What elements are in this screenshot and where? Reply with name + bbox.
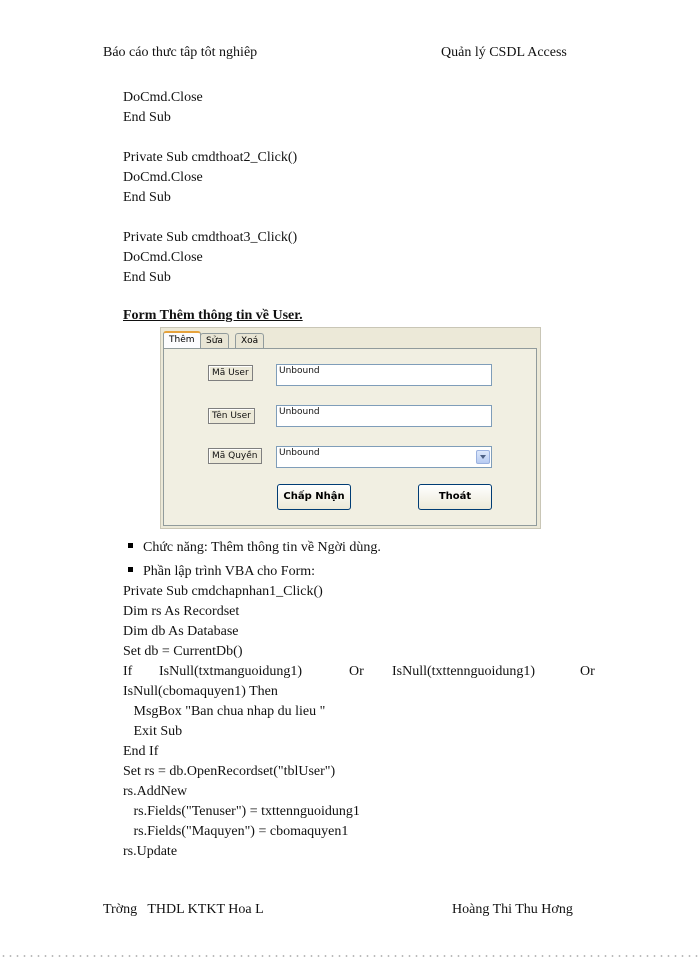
- code-if-part: IsNull(txtmanguoidung1): [159, 664, 303, 679]
- header-left: Báo cáo thưc tâp tôt nghiêp: [103, 45, 258, 60]
- code-line: rs.AddNew: [123, 784, 188, 799]
- code-if-keyword: If: [123, 664, 133, 679]
- bullet-square-icon: [128, 543, 133, 548]
- code-line: Dim rs As Recordset: [123, 604, 240, 619]
- code-line: End Sub: [123, 270, 171, 285]
- code-line: rs.Fields("Tenuser") = txttennguoidung1: [123, 804, 360, 819]
- code-line: DoCmd.Close: [123, 170, 203, 185]
- tab-panel: [163, 348, 537, 526]
- ma-quyen-combo-value: Unbound: [279, 448, 320, 458]
- thoat-button[interactable]: Thoát: [418, 484, 492, 510]
- tab-them[interactable]: Thêm: [163, 331, 201, 351]
- code-line: End If: [123, 744, 159, 759]
- section-heading: Form Thêm thông tin về User.: [123, 308, 303, 323]
- code-line: MsgBox "Ban chua nhap du lieu ": [123, 704, 326, 719]
- page-divider: [0, 955, 700, 957]
- bullet-item: [128, 564, 315, 580]
- code-if-or: Or: [349, 664, 364, 679]
- code-line: Private Sub cmdthoat2_Click(): [123, 150, 298, 165]
- code-line: rs.Update: [123, 844, 178, 859]
- code-line: Set rs = db.OpenRecordset("tblUser"): [123, 764, 336, 779]
- bullet-text: Chức năng: Thêm thông tin về Ngời dùng.: [143, 540, 381, 555]
- code-line: rs.Fields("Maquyen") = cbomaquyen1: [123, 824, 349, 839]
- code-line: DoCmd.Close: [123, 90, 203, 105]
- ten-user-label: Tên User: [208, 408, 255, 424]
- code-line: DoCmd.Close: [123, 250, 203, 265]
- code-if-part: IsNull(txttennguoidung1): [392, 664, 536, 679]
- bullet-item: [128, 540, 381, 556]
- chevron-down-icon[interactable]: [476, 450, 490, 464]
- chap-nhan-button[interactable]: Chấp Nhận: [277, 484, 351, 510]
- tab-sua[interactable]: Sửa: [200, 333, 229, 349]
- code-line: Exit Sub: [123, 724, 183, 739]
- form-screenshot: [160, 327, 541, 529]
- ma-user-label: Mã User: [208, 365, 253, 381]
- code-if-or: Or: [580, 664, 595, 679]
- code-line: Private Sub cmdchapnhan1_Click(): [123, 584, 323, 599]
- ten-user-input[interactable]: Unbound: [276, 405, 492, 427]
- bullet-text: Phần lập trình VBA cho Form:: [143, 564, 316, 579]
- tab-xoa[interactable]: Xoá: [235, 333, 264, 349]
- bullet-square-icon: [128, 567, 133, 572]
- code-line: End Sub: [123, 110, 171, 125]
- footer-left: Trờng THDL KTKT Hoa L: [103, 902, 264, 917]
- code-line: Private Sub cmdthoat3_Click(): [123, 230, 298, 245]
- ma-quyen-label: Mã Quyền: [208, 448, 262, 464]
- code-line: IsNull(cbomaquyen1) Then: [123, 684, 278, 699]
- header-right: Quản lý CSDL Access: [441, 45, 567, 60]
- ma-quyen-combo[interactable]: [276, 446, 492, 468]
- code-line: Set db = CurrentDb(): [123, 644, 243, 659]
- footer-right: Hoàng Thi Thu Hơng: [452, 902, 573, 917]
- code-line: Dim db As Database: [123, 624, 239, 639]
- ma-user-input[interactable]: Unbound: [276, 364, 492, 386]
- code-line: End Sub: [123, 190, 171, 205]
